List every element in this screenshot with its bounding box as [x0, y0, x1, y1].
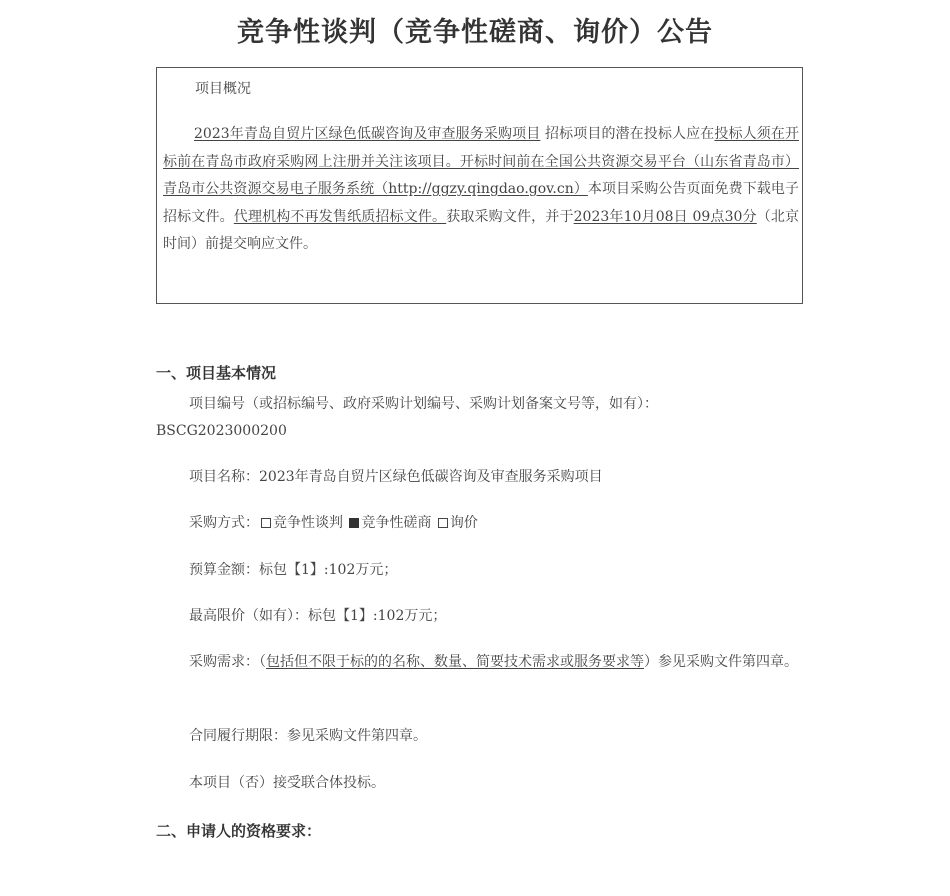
consortium-row: 本项目（否）接受联合体投标。: [189, 775, 385, 791]
section-heading-basic-info: 一、项目基本情况: [156, 364, 277, 382]
overview-text: 招标项目的潜在投标人应在: [540, 126, 715, 142]
checkbox-icon[interactable]: [438, 518, 448, 528]
overview-text: （北京时间）前提交响应文件。: [163, 208, 800, 252]
project-name-row: [156, 463, 806, 491]
project-name-value: 2023年青岛自贸片区绿色低碳咨询及审查服务采购项目: [259, 469, 603, 485]
checkbox-checked-icon[interactable]: [349, 518, 359, 528]
demand-link[interactable]: 包括但不限于标的的名称、数量、简要技术需求或服务要求等: [266, 654, 644, 670]
max-price-value: 标包【1】:102万元；: [308, 608, 447, 624]
budget-row: [156, 556, 806, 584]
procurement-demand-row: [156, 648, 806, 676]
contract-period-row: 合同履行期限：参见采购文件第四章。: [189, 728, 427, 744]
checkbox-icon[interactable]: [261, 518, 271, 528]
method-option-label: 竞争性谈判: [273, 515, 343, 531]
overview-heading: 项目概况: [195, 81, 251, 97]
max-price-label: 最高限价（如有）：: [189, 608, 308, 624]
demand-label: 采购需求：（: [189, 654, 266, 670]
agency-notice-link[interactable]: 代理机构不再发售纸质招标文件。: [233, 208, 447, 225]
page-title: 竞争性谈判（竞争性磋商、询价）公告: [237, 17, 713, 48]
overview-text: 本项目采购公告页面免费下载电子招标文件。: [163, 181, 799, 225]
deadline-value: 2023年10月08日 09点30分: [573, 208, 757, 225]
project-number-row: [156, 390, 806, 418]
budget-label: 预算金额：: [189, 562, 259, 578]
budget-value: 标包【1】:102万元；: [259, 562, 398, 578]
project-name-label: 项目名称：: [189, 469, 259, 485]
project-number-label: 项目编号（或招标编号、政府采购计划编号、采购计划备案文号等，如有）：: [189, 396, 658, 412]
overview-paragraph: [163, 121, 799, 259]
register-notice-link[interactable]: 投标人须在开标前在青岛市政府采购网上注册并关注该项目。开标时间前在全国公共资源交易平台（山东省青岛市）青岛市公共资源交易电子服务系统（http://ggzy.qingdao.gov.cn）: [163, 126, 800, 197]
project-name-link[interactable]: 2023年青岛自贸片区绿色低碳咨询及审查服务采购项目: [194, 126, 541, 142]
max-price-row: [156, 602, 806, 630]
project-overview-box: [156, 67, 803, 304]
method-option-label: 询价: [449, 515, 478, 531]
project-number-value: BSCG2023000200: [156, 423, 287, 439]
procurement-method-row: [156, 509, 806, 537]
section-heading-qualifications: 二、申请人的资格要求：: [156, 822, 322, 840]
method-option-label: 竞争性磋商: [361, 515, 432, 531]
overview-text: 获取采购文件，并于: [446, 208, 574, 225]
demand-rest: ）参见采购文件第四章。: [644, 654, 798, 670]
procurement-method-label: 采购方式：: [189, 515, 259, 531]
